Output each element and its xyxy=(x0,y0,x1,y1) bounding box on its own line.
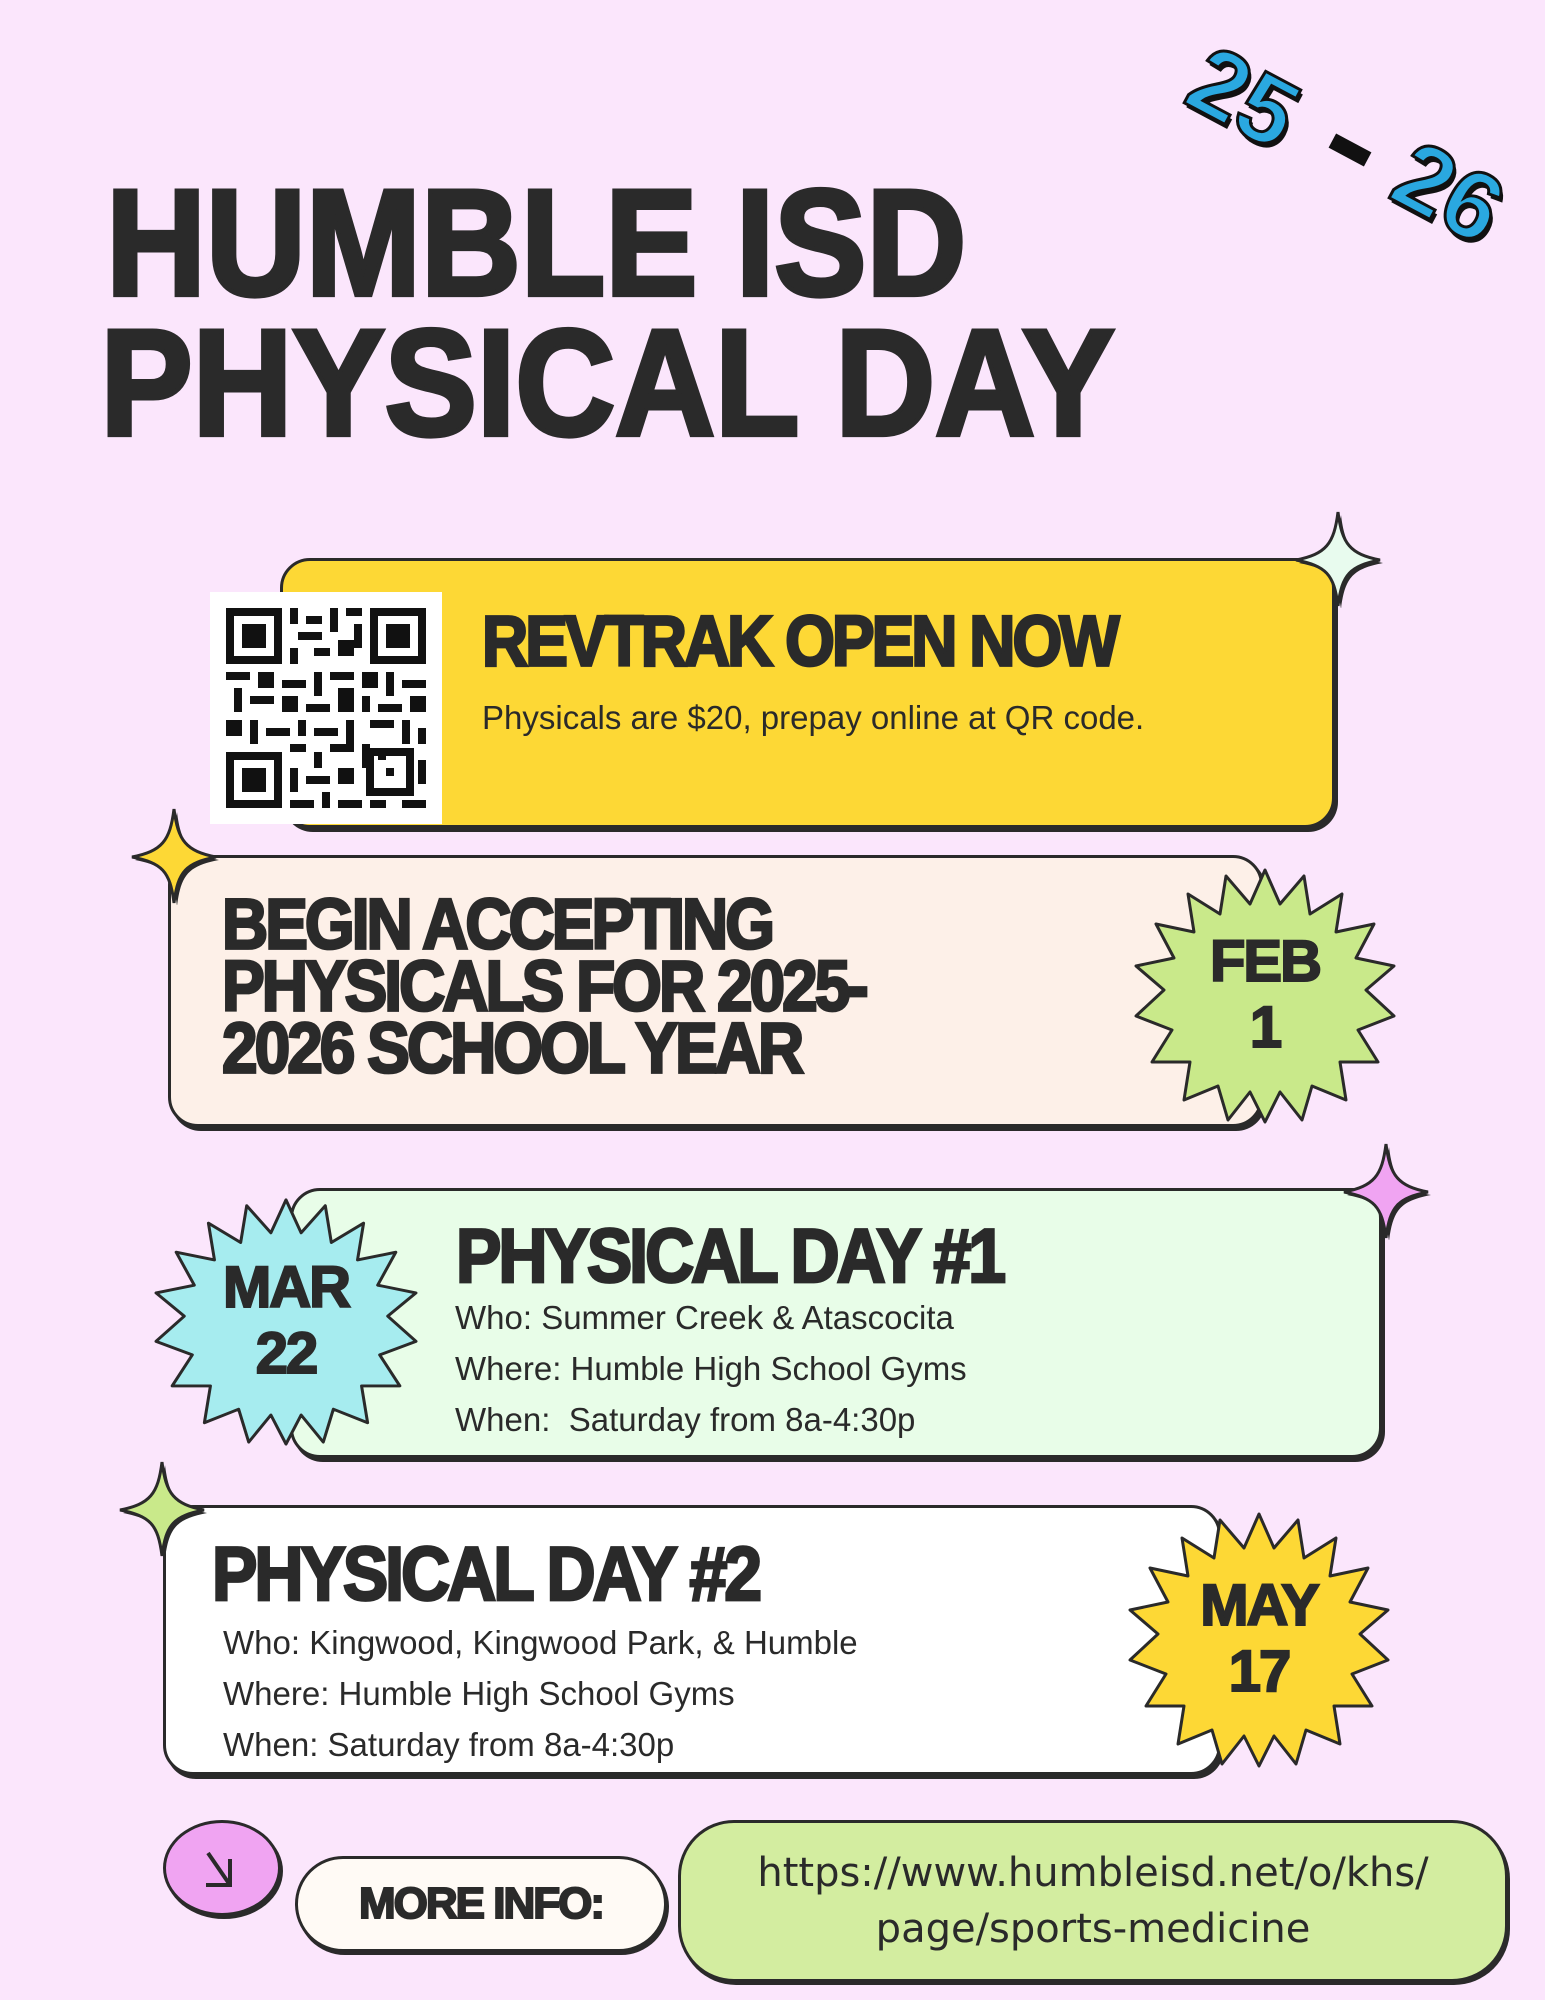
year-dash xyxy=(1329,134,1372,167)
page-title xyxy=(106,159,967,328)
more-info-link[interactable] xyxy=(678,1820,1508,1982)
arrow-down-right-icon xyxy=(166,1823,278,1913)
date-badge-mar xyxy=(152,1196,420,1446)
date-badge-may xyxy=(1126,1510,1392,1768)
date-badge-feb xyxy=(1132,866,1398,1124)
date-month: FEB xyxy=(1210,929,1320,994)
arrow-button[interactable] xyxy=(163,1820,281,1916)
accepting-heading-line: BEGIN ACCEPTING xyxy=(222,883,772,965)
date-day: 17 xyxy=(1228,1639,1290,1704)
date-month: MAR xyxy=(222,1255,350,1320)
year-badge xyxy=(1171,20,1540,280)
sparkle-icon xyxy=(1336,1140,1432,1245)
day1-heading: PHYSICAL DAY #1 xyxy=(456,1213,1004,1299)
accepting-heading xyxy=(222,883,866,1089)
day2-where: Where: Humble High School Gyms xyxy=(223,1675,735,1712)
sparkle-icon xyxy=(112,1458,208,1563)
qr-code-icon xyxy=(210,592,442,824)
day2-details xyxy=(223,1617,858,1770)
sparkle-icon xyxy=(1288,508,1384,613)
day1-where: Where: Humble High School Gyms xyxy=(455,1350,967,1387)
url-line-2[interactable]: page/sports-medicine xyxy=(875,1906,1311,1952)
day2-heading: PHYSICAL DAY #2 xyxy=(212,1531,760,1617)
page-subtitle xyxy=(100,299,1115,468)
revtrak-body: Physicals are $20, prepay online at QR code. xyxy=(482,699,1145,736)
day1-who: Who: Summer Creek & Atascocita xyxy=(455,1299,954,1336)
title-line-1: HUMBLE ISD xyxy=(106,159,967,328)
url-line-1[interactable]: https://www.humbleisd.net/o/khs/ xyxy=(757,1850,1429,1896)
more-info-pill xyxy=(295,1856,667,1952)
day2-who: Who: Kingwood, Kingwood Park, & Humble xyxy=(223,1624,858,1661)
accepting-heading-line: PHYSICALS FOR 2025- xyxy=(222,945,866,1027)
qr-code[interactable] xyxy=(210,592,442,824)
title-line-2: PHYSICAL DAY xyxy=(100,299,1115,468)
year-end: 26 xyxy=(1376,120,1521,265)
accepting-heading-line: 2026 SCHOOL YEAR xyxy=(222,1007,802,1089)
date-month: MAY xyxy=(1200,1573,1318,1638)
date-day: 1 xyxy=(1249,995,1281,1060)
day2-when: When: Saturday from 8a-4:30p xyxy=(223,1726,675,1763)
day1-when: When: Saturday from 8a-4:30p xyxy=(455,1401,916,1438)
sparkle-icon xyxy=(124,805,220,910)
day1-details xyxy=(455,1292,967,1445)
revtrak-heading: REVTRAK OPEN NOW xyxy=(482,600,1117,682)
year-start: 25 xyxy=(1171,25,1316,170)
date-day: 22 xyxy=(255,1321,317,1386)
more-info-label: MORE INFO: xyxy=(359,1879,603,1928)
